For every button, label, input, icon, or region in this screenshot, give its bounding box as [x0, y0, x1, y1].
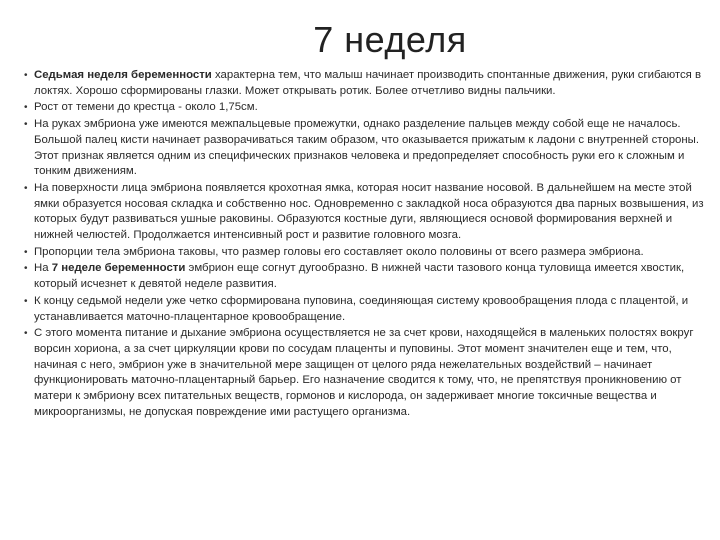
- bullet-text: характерна тем, что малыш начинает производить спонтанные движения, руки сгибаются в локтях. Хорошо сформированы глазки. Может открывать ротик. Более отчетливо видны пальчики.: [34, 69, 702, 97]
- bullet-list: [12, 68, 712, 421]
- bold-phrase: 7 неделе беременности: [51, 262, 186, 275]
- bullet-item: [12, 100, 712, 116]
- bullet-icon: •: [24, 246, 28, 258]
- bold-phrase: Седьмая неделя беременности: [34, 69, 212, 81]
- bullet-item: [12, 294, 712, 325]
- bullet-text: На: [34, 262, 52, 275]
- bullet-text: На поверхности лица эмбриона появляется крохотная ямка, которая носит название носовой. В дальнейшем на месте этой ямки образуется носовая складка и собственно нос. Одновременно с закладкой носа образуются два парных возвышения, из которых будут развиваться ушные раковины. Образуются костные дуги, являющиеся основой формирования верхней и нижней челюстей. Продолжается интенсивный рост и развитие головного мозга.: [34, 181, 704, 242]
- bullet-text: С этого момента питание и дыхание эмбриона осуществляется не за счет крови, находящейся в маленьких полостях вокруг ворсин хориона, а за счет циркуляции крови по сосудам плаценты и пуповины. Этот момент значителен еще и тем, что, начиная с него, эмбрион уже в значительной мере защищен от целого ряда нежелательных воздействий – начинает функционировать маточно-плацентарный барьер. Его назначение сводится к тому, что, не препятствуя проникновению от матери к эмбриону всех питательных веществ, гормонов и кислорода, он задерживает многие токсичные вещества и микроорганизмы, не допуская повреждение ими растущего организма.: [34, 327, 694, 418]
- bullet-item: [12, 326, 712, 420]
- bullet-item: [12, 68, 712, 99]
- bullet-text: К концу седьмой недели уже четко сформирована пуповина, соединяющая систему кровообращения плода с плацентой, и устанавливается маточно-плацентарное кровообращение.: [34, 294, 689, 323]
- bullet-text: На руках эмбриона уже имеются межпальцевые промежутки, однако разделение пальцев между собой еще не началось. Большой палец кисти начинает разворачиваться таким образом, что оказывается прижатым к ладони с внутренней стороны. Этот признак является одним из специфических признаков человека и предопределяет способность руки его к сложным и тонким движениям.: [34, 118, 700, 178]
- bullet-icon: •: [24, 182, 28, 194]
- bullet-icon: •: [24, 102, 28, 114]
- bullet-icon: •: [24, 263, 28, 275]
- bullet-icon: •: [24, 295, 28, 307]
- bullet-item: [12, 261, 712, 292]
- bullet-item: [12, 245, 712, 261]
- bullet-item: [12, 181, 712, 244]
- bullet-icon: •: [24, 70, 28, 81]
- bullet-icon: •: [24, 119, 28, 131]
- bullet-text: Рост от темени до крестца - около 1,75см.: [34, 101, 258, 114]
- bullet-icon: •: [24, 328, 28, 340]
- bullet-item: [12, 117, 712, 180]
- slide-title: 7 неделя: [313, 19, 467, 60]
- bullet-text: Пропорции тела эмбриона таковы, что размер головы его составляет около половины от всего размера эмбриона.: [34, 245, 644, 258]
- bullet-text: эмбрион еще согнут дугообразно. В нижней части тазового конца туловища имеется хвостик, который исчезнет к девятой неделе развития.: [34, 262, 685, 291]
